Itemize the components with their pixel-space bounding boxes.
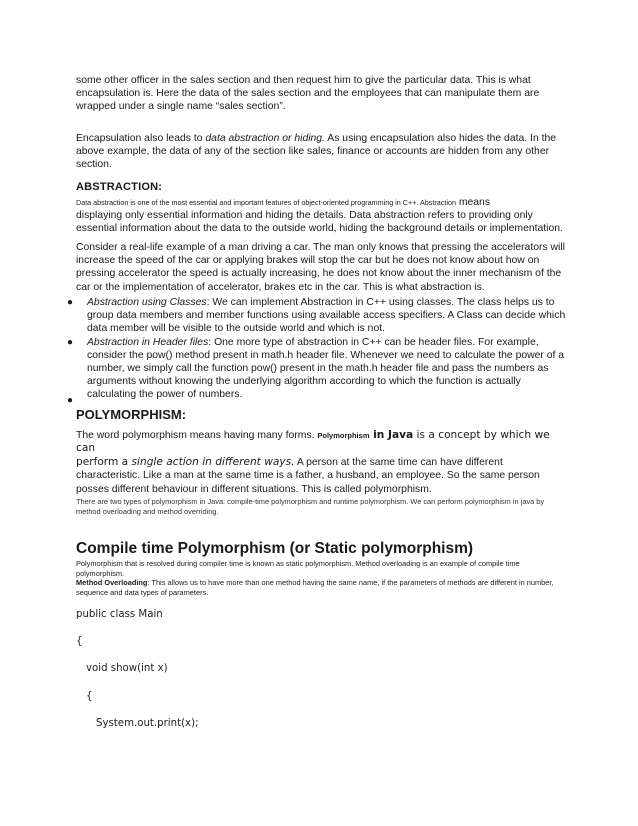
encapsulation-p2-text-c: As using encapsulation also hides the data. In the above example, the data of any of the section like sales, finance or accounts are hidden from any other section.: [76, 133, 557, 171]
compile-time-paragraph-1: Polymorphism that is resolved during compiler time is known as static polymorphism. Method overloading is an example of compile time polymorphism.: [76, 559, 520, 578]
encapsulation-p2-text-a: Encapsulation also leads to: [76, 133, 206, 144]
method-overloading-text: : This allows us to have more than one method having the same name, if the parameters of methods are different in number, sequence and data types of parameters.: [76, 578, 554, 597]
bullet-text: : We can implement Abstraction in C++ using classes. The class helps us to group data members and member functions using available access specifiers. A Class can decide which data member will be visible to the outside world and which is not.: [87, 297, 566, 335]
encapsulation-p2-emphasis: data abstraction or hiding.: [205, 133, 325, 144]
compile-time-heading: Compile time Polymorphism (or Static polymorphism): [76, 540, 474, 557]
method-overloading-label: Method Overloading: [76, 578, 148, 587]
poly-p1-f: single action in different ways.: [131, 455, 295, 468]
bullet-text: : One more type of abstraction in C++ can be header files. For example, consider the pow() method present in math.h header file. Whenever we need to calculate the power of a number, we simply call the function pow() present in the math.h header file and pass the numbers as arguments without knowing the underlying algorithm according to which the function is actually calculating the power of numbers.: [87, 336, 565, 401]
polymorphism-heading: POLYMORPHISM:: [76, 407, 187, 422]
code-line-2: {: [76, 636, 83, 647]
abstraction-intro-means: means: [455, 197, 491, 208]
poly-p1-c: in Java: [369, 429, 414, 441]
code-line-4: {: [86, 691, 93, 702]
abstraction-intro: [76, 196, 566, 235]
method-overloading-paragraph: [76, 578, 566, 597]
abstraction-intro-rest: displaying only essential information and hiding the details. Data abstraction refers to providing only essential information about the data to the outside world, hiding the background details or implementation.: [76, 210, 563, 234]
polymorphism-paragraph-2: There are two types of polymorphism in Java: compile-time polymorphism and runtime polymorphism. We can perform polymorphism in java by method overloading and method overriding.: [76, 497, 545, 517]
code-line-3: void show(int x): [86, 663, 168, 674]
code-line-1: public class Main: [76, 609, 163, 620]
encapsulation-paragraph-2: [76, 132, 566, 172]
poly-p1-e: perform a: [76, 455, 132, 468]
abstraction-heading: ABSTRACTION:: [76, 181, 163, 193]
abstraction-bullet-list: [67, 296, 567, 402]
poly-p1-a: The word polymorphism means having many forms.: [76, 430, 318, 441]
poly-p1-g: A person at the same time can have different characteristic. Like a man at the same time is a father, a husband, an employee. So the same person posses different behaviour in different situations. This is called polymorphism.: [76, 456, 540, 495]
polymorphism-paragraph-1: [76, 429, 566, 496]
list-item: [67, 296, 567, 336]
empty-bullet-icon: ●: [67, 395, 74, 406]
poly-p1-b: Polymorphism: [317, 431, 370, 440]
bullet-title: Abstraction in Header files: [87, 336, 209, 348]
code-line-5: System.out.print(x);: [96, 718, 199, 729]
abstraction-intro-small: Data abstraction is one of the most essential and important features of object-oriented programming in C++. Abstraction: [76, 198, 456, 207]
bullet-icon: ●: [67, 336, 74, 348]
poly-p1-d: is a concept by which we can: [76, 429, 550, 455]
bullet-icon: ●: [67, 297, 74, 308]
encapsulation-paragraph-1: some other officer in the sales section and then request him to give the particular data. This is what encapsulation is. Here the data of the sales section and the employees that can manipulate them are wrapped under a single name “sales section”.: [76, 75, 540, 113]
bullet-title: Abstraction using Classes: [87, 297, 207, 308]
abstraction-example: Consider a real-life example of a man driving a car. The man only knows that pressing the accelerators will increase the speed of the car or applying brakes will stop the car but he does not know about how on pressing accelerator the speed is actually increasing, he does not know about the inner mechanism of the car or the implementation of accelerator, brakes etc in the car. This is what abstraction is.: [76, 242, 565, 293]
list-item: [67, 336, 567, 402]
